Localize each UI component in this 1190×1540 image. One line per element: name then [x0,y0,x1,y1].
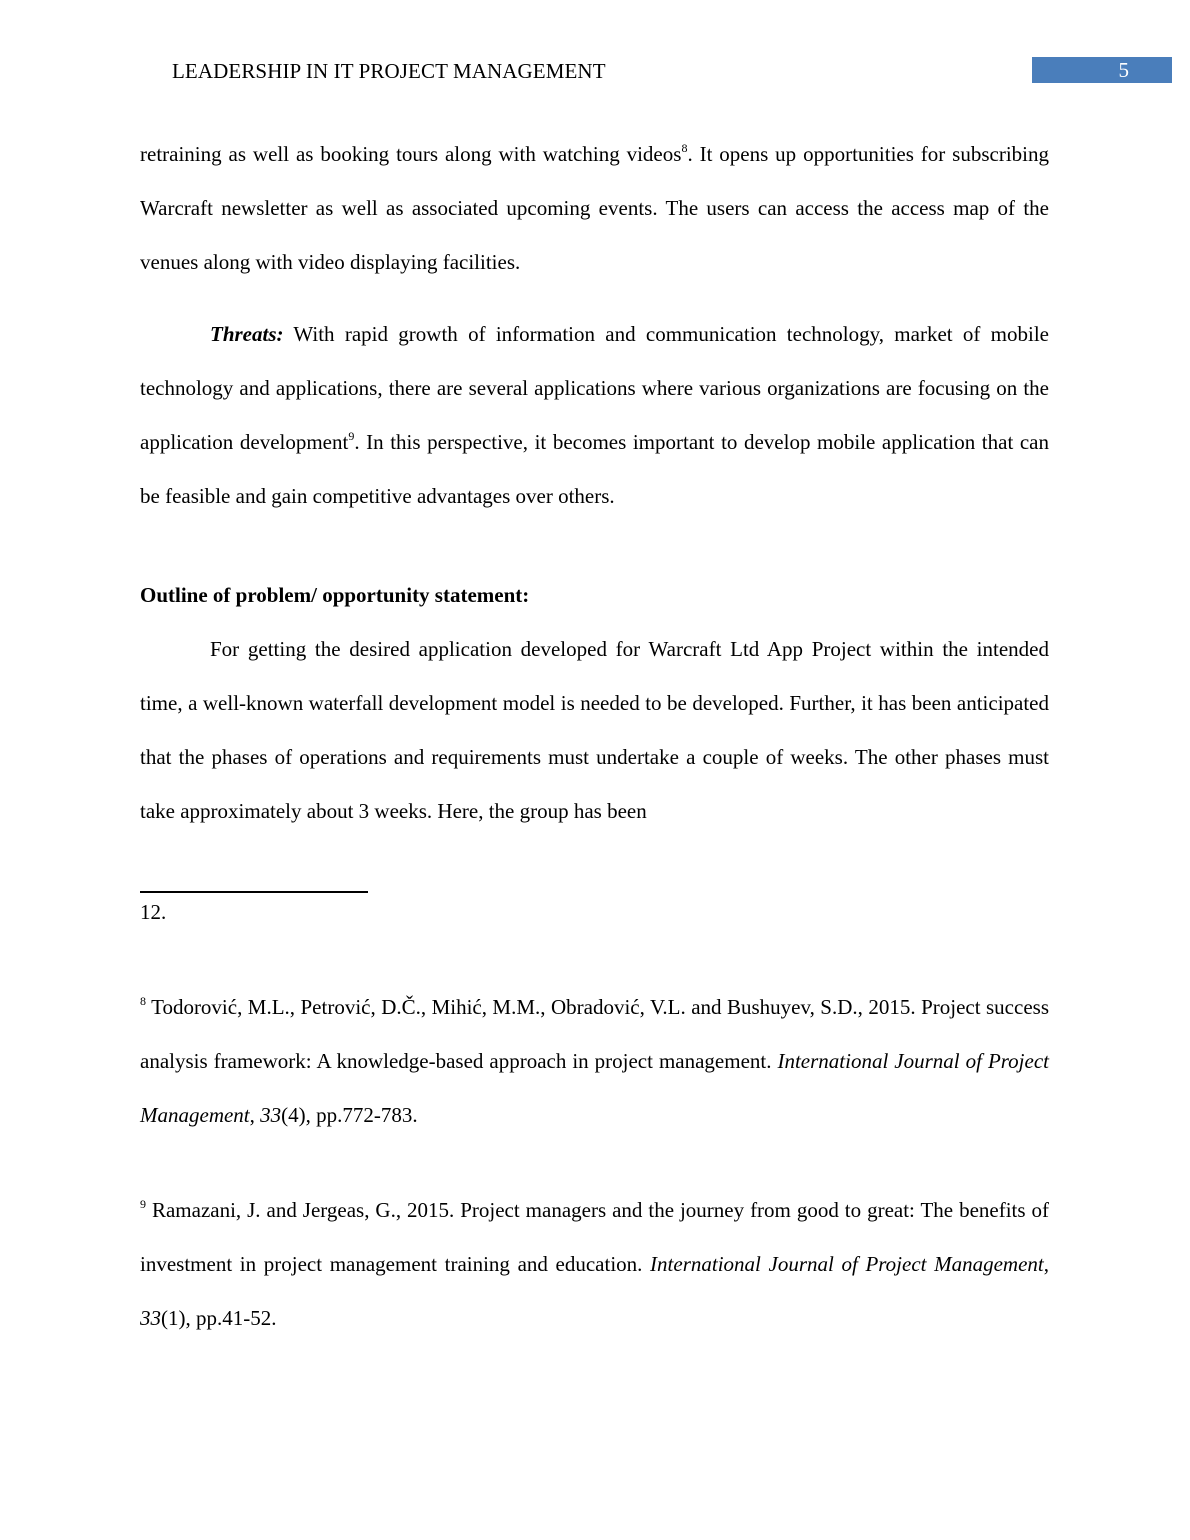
footnote-continuation: 12. [140,900,167,924]
section-heading: Outline of problem/ opportunity statement: [140,583,530,607]
footnote-text: (1), pp.41-52. [161,1306,277,1330]
threats-label: Threats: [210,322,284,346]
footnote-text: Todorović, M.L., Petrović, D.Č., Mihić, M.M., Obradović, V.L. and Bushuyev, S.D., 2015. Project success analysis framework: A knowledge-based approach in project management. [140,995,1049,1073]
problem-statement-paragraph: For getting the desired application developed for Warcraft Ltd App Project within the intended time, a well-known waterfall development model is needed to be developed. Further, it has been anticipated that the phases of operations and requirements must undertake a couple of weeks. The other phases must take approximately about 3 weeks. Here, the group has been [140,637,1049,823]
footnote-ref-9[interactable]: 9 [348,429,355,443]
footnote-9 [140,1183,1049,1345]
paragraph-text: . In this perspective, it becomes important to develop mobile application that can be feasible and gain competitive advantages over others. [140,430,1049,508]
journal-title: International Journal of Project Management [140,1049,1049,1127]
footnote-text: , [1043,1252,1049,1276]
journal-volume: 33 [260,1103,282,1127]
footnote-marker: 8 [140,994,146,1008]
threats-paragraph [140,307,1049,523]
paragraph-text: . It opens up opportunities for subscribing Warcraft newsletter as well as associated upcoming events. The users can access the access map of the venues along with video displaying facilities. [140,142,1049,274]
paragraph-text: retraining as well as booking tours along with watching videos [140,142,682,166]
running-head: LEADERSHIP IN IT PROJECT MANAGEMENT [172,59,606,83]
footnote-text: , [249,1103,261,1127]
footnote-separator [140,891,368,893]
footnote-8 [140,980,1049,1142]
page-number-badge: 5 [1032,57,1172,83]
body-paragraph-1 [140,127,1049,289]
journal-title: International Journal of Project Management [650,1252,1044,1276]
footnote-text: (4), pp.772-783. [281,1103,418,1127]
paragraph-text: With rapid growth of information and communication technology, market of mobile technology and applications, there are several applications where various organizations are focusing on the application development [140,322,1049,454]
footnote-text: Ramazani, J. and Jergeas, G., 2015. Project managers and the journey from good to great: The benefits of investment in project management training and education. [140,1198,1049,1276]
footnote-ref-8[interactable]: 8 [681,141,688,155]
footnote-marker: 9 [140,1197,146,1211]
journal-volume: 33 [140,1306,161,1330]
